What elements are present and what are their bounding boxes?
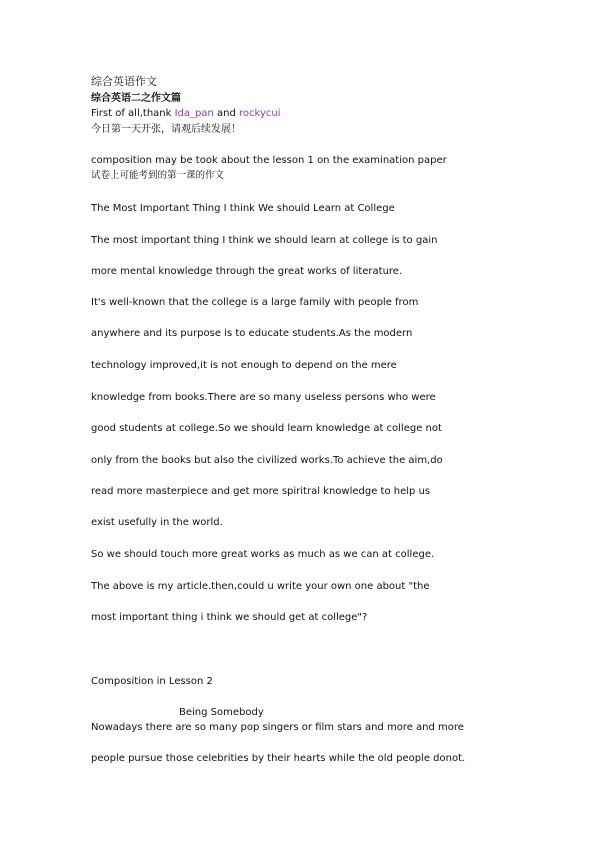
essay1-line: The above is my article.then,could u write your own one about "the [91,581,430,592]
intro-chinese: 试卷上可能考到的第一课的作文 [91,170,225,181]
essay2-line: people pursue those celebrities by their hearts while the old people donot. [91,753,466,764]
essay1-line: anywhere and its purpose is to educate students.As the modern [91,328,413,339]
thanks-prefix: First of all,thank [91,108,175,119]
document-subtitle: 综合英语二之作文篇 [91,93,181,104]
essay1-line: exist usefully in the world. [91,517,223,528]
essay2-title: Being Somebody [179,707,264,718]
essay1-line: only from the books but also the civilized works.To achieve the aim,do [91,455,443,466]
intro-english: composition may be took about the lesson 1 on the examination paper [91,155,447,166]
lesson2-heading: Composition in Lesson 2 [91,676,213,687]
thanks-line [91,107,281,120]
essay1-title: The Most Important Thing I think We should Learn at College [91,203,395,214]
document-title: 综合英语作文 [91,75,157,88]
essay1-line: good students at college.So we should learn knowledge at college not [91,423,442,434]
user-link-ida-pan[interactable]: Ida_pan [174,108,214,119]
essay1-line: more mental knowledge through the great works of literature. [91,266,403,277]
essay1-line: It's well-known that the college is a large family with people from [91,297,419,308]
thanks-and: and [213,108,240,119]
essay1-line: The most important thing I think we should learn at college is to gain [91,235,438,246]
essay1-line: knowledge from books.There are so many useless persons who were [91,392,436,403]
essay2-line: Nowadays there are so many pop singers or film stars and more and more [91,722,464,733]
user-link-rockycui[interactable]: rockycui [239,108,281,119]
essay1-line: most important thing i think we should get at college"? [91,612,368,623]
essay1-line: So we should touch more great works as much as we can at college. [91,549,435,560]
first-day-note: 今日第一天开张，请观后续发展！ [91,124,241,135]
essay1-line: technology improved,it is not enough to depend on the mere [91,360,397,371]
essay1-line: read more masterpiece and get more spiritral knowledge to help us [91,486,431,497]
